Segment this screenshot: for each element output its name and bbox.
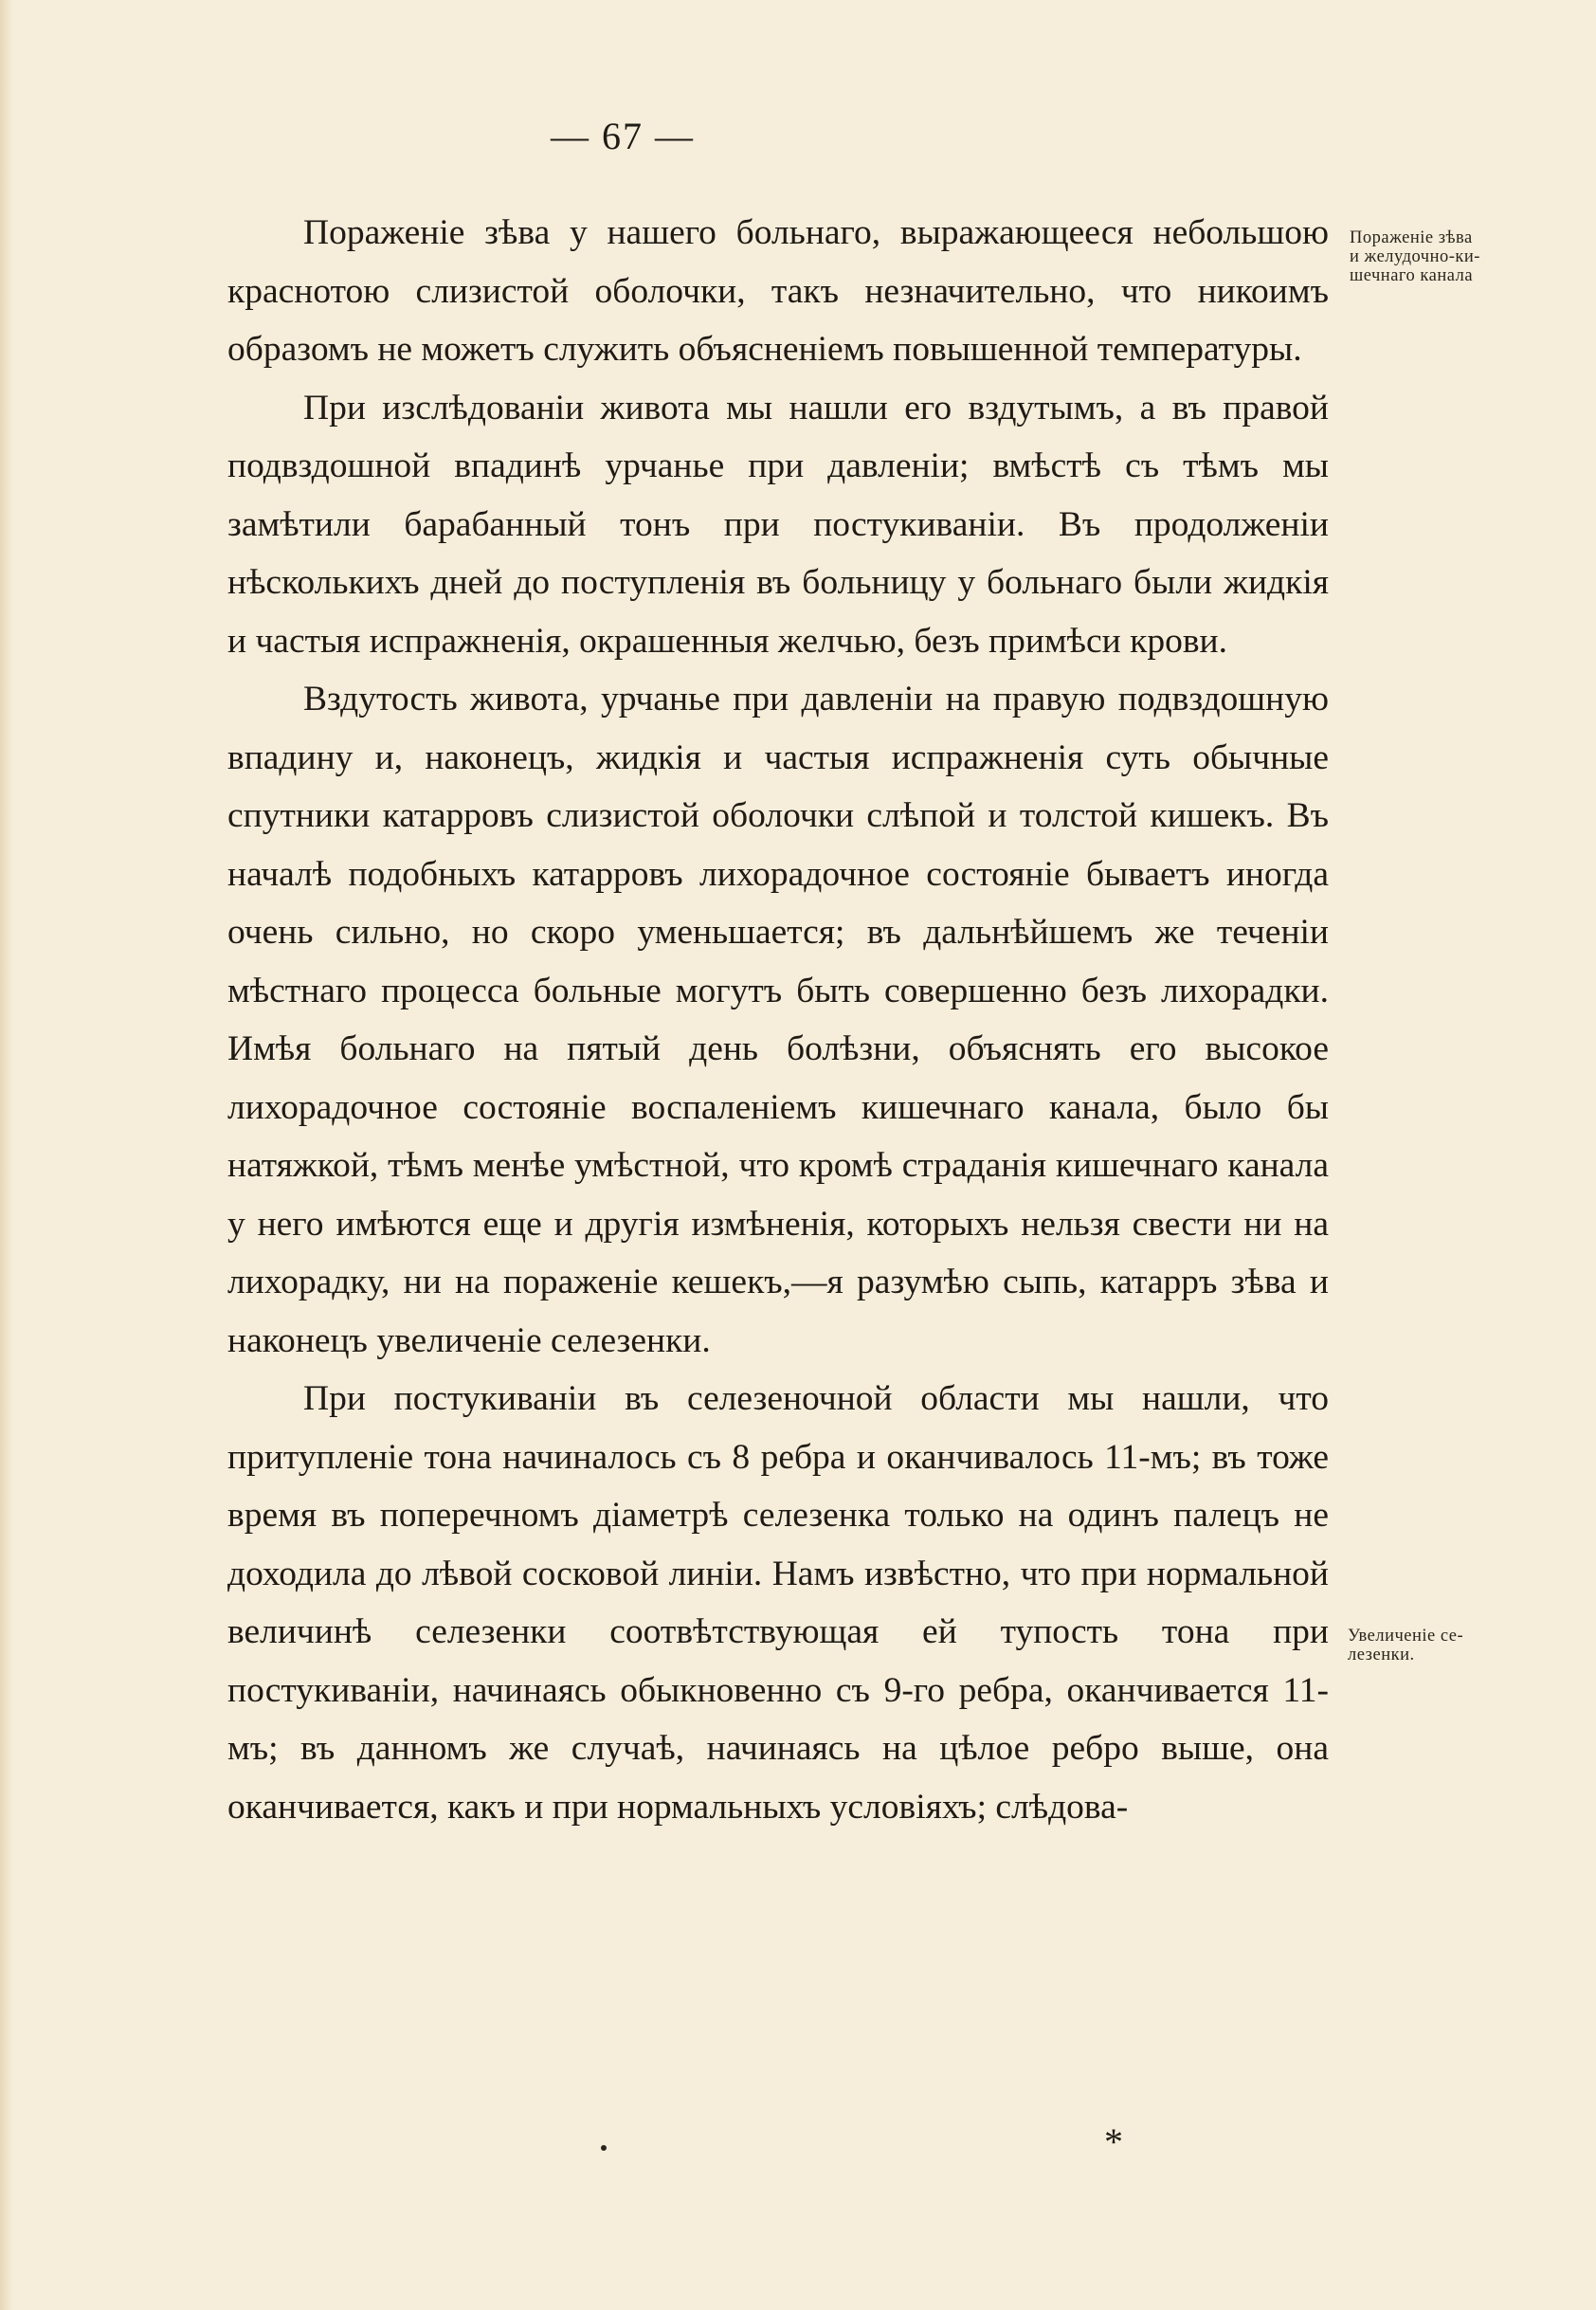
printer-dot [601, 2145, 607, 2151]
margin-note-line: Увеличеніе се- [1348, 1627, 1464, 1646]
page-number [0, 114, 1596, 158]
paragraph-4: При постукиваніи въ селезеночной области мы нашли, что притупленіе тона начиналось съ 8 ребра и оканчивалось 11-мъ; въ тоже время въ поперечномъ діаметрѣ селезенка только на одинъ палецъ не доходила до лѣвой сосковой линіи. Намъ извѣстно, что при нормальной величинѣ селезенки соотвѣтствующая ей тупость тона при постукиваніи, начинаясь обыкновенно съ 9-го ребра, оканчивается 11-мъ; въ данномъ же случаѣ, начинаясь на цѣлое ребро выше, она оканчивается, какъ и при нормальныхъ условіяхъ; слѣдова- [227, 1379, 1329, 1827]
margin-note-line: Пораженіе зѣва [1350, 228, 1473, 247]
paragraph-2: При изслѣдованіи живота мы нашли его вздутымъ, а въ правой подвздошной впадинѣ урчанье при давленіи; вмѣстѣ съ тѣмъ мы замѣтили барабанный тонъ при постукиваніи. Въ продолженіи нѣсколькихъ дней до поступленія въ больницу у больнаго были жидкія и частыя испражненія, окрашенныя желчью, безъ примѣси крови. [227, 388, 1329, 661]
margin-note-line: и желудочно-ки- [1350, 247, 1480, 266]
margin-note-throat [1350, 228, 1539, 285]
page-edge [0, 0, 13, 2310]
page-number-text: — 67 — [551, 115, 695, 157]
paragraph-1: Пораженіе зѣва у нашего больнаго, выражающееся небольшою краснотою слизистой оболочки, такъ незначительно, что никоимъ образомъ не можетъ служить объясненіемъ повышенной температуры. [227, 213, 1329, 369]
signature-asterisk: * [1104, 2120, 1123, 2163]
body-text [227, 204, 1329, 1836]
margin-note-line: шечнаго канала [1350, 266, 1474, 285]
margin-note-line: лезенки. [1348, 1646, 1415, 1664]
margin-note-spleen [1348, 1627, 1537, 1664]
paragraph-3: Вздутость живота, урчанье при давленіи на правую подвздошную впадину и, наконецъ, жидкія и частыя испражненія суть обычные спутники катарровъ слизистой оболочки слѣпой и толстой кишекъ. Въ началѣ подобныхъ катарровъ лихорадочное состояніе бываетъ иногда очень сильно, но скоро уменьшается; въ дальнѣйшемъ же теченіи мѣстнаго процесса больные могутъ быть совершенно безъ лихорадки. Имѣя больнаго на пятый день болѣзни, объяснять его высокое лихорадочное состояніе воспаленіемъ кишечнаго канала, было бы натяжкой, тѣмъ менѣе умѣстной, что кромѣ страданія кишечнаго канала у него имѣются еще и другія измѣненія, которыхъ нельзя свести ни на лихорадку, ни на пораженіе кешекъ,—я разумѣю сыпь, катарръ зѣва и наконецъ увеличеніе селезенки. [227, 680, 1329, 1360]
